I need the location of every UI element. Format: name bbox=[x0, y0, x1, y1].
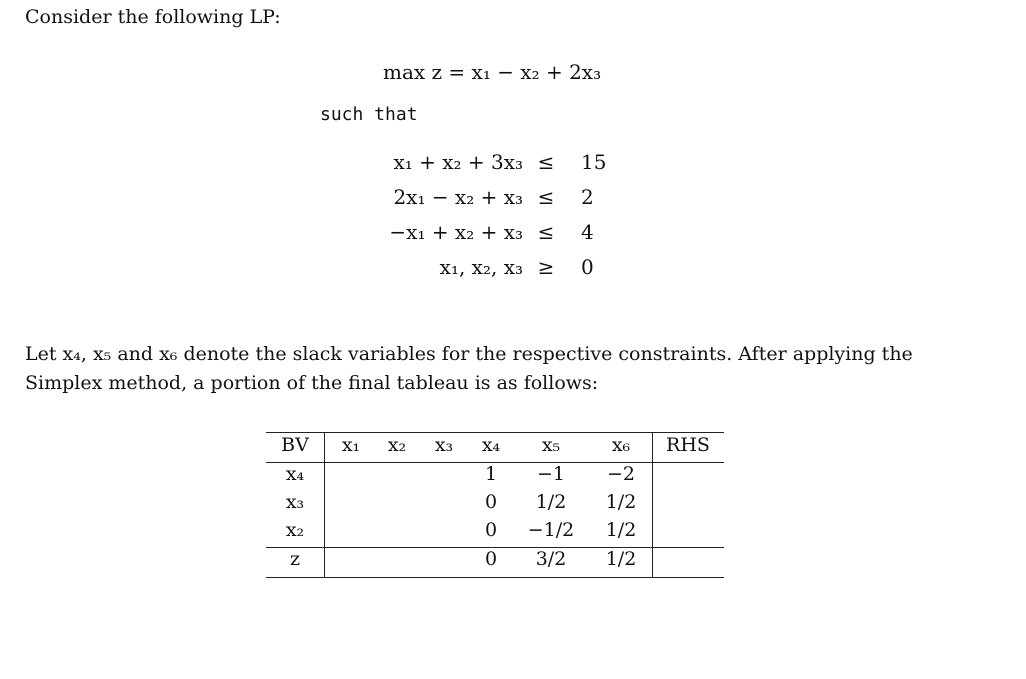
tableau-cell: 1/2 bbox=[605, 491, 637, 513]
tableau-header-cell: x₅ bbox=[541, 434, 561, 456]
tableau-cell: −1/2 bbox=[527, 519, 575, 541]
tableau-rule-top bbox=[266, 432, 724, 433]
constraint-relation: ≤ bbox=[537, 185, 555, 209]
such-that-label: such that bbox=[320, 104, 418, 125]
tableau-cell: 0 bbox=[484, 519, 498, 541]
constraint-rhs: 2 bbox=[581, 185, 594, 209]
tableau-header-cell: x₃ bbox=[434, 434, 454, 456]
tableau-cell: 1/2 bbox=[605, 548, 637, 570]
constraint-lhs: x₁ + x₂ + 3x₃ bbox=[393, 150, 523, 174]
paragraph-line-1: Let x₄, x₅ and x₆ denote the slack variables for the respective constraints. After applying the bbox=[25, 343, 913, 365]
tableau-cell: −2 bbox=[606, 463, 635, 485]
tableau-header-cell: x₄ bbox=[481, 434, 501, 456]
tableau-cell: 1/2 bbox=[605, 519, 637, 541]
final-tableau bbox=[266, 432, 724, 578]
tableau-header-cell: BV bbox=[281, 434, 309, 456]
tableau-basic-variable: x₂ bbox=[285, 519, 305, 541]
tableau-cell: −1 bbox=[536, 463, 565, 485]
constraint-relation: ≥ bbox=[537, 255, 555, 279]
constraint-relation: ≤ bbox=[537, 150, 555, 174]
constraint-lhs: x₁, x₂, x₃ bbox=[439, 255, 523, 279]
tableau-rule-bottom bbox=[266, 577, 724, 578]
constraint-row bbox=[383, 220, 633, 254]
constraint-block bbox=[383, 150, 633, 290]
objective-function: max z = x₁ − x₂ + 2x₃ bbox=[383, 60, 602, 84]
constraint-lhs: −x₁ + x₂ + x₃ bbox=[389, 220, 523, 244]
tableau-cell: 1/2 bbox=[535, 491, 567, 513]
constraint-lhs: 2x₁ − x₂ + x₃ bbox=[393, 185, 523, 209]
constraint-rhs: 0 bbox=[581, 255, 594, 279]
tableau-cell: 0 bbox=[484, 491, 498, 513]
tableau-cell: 0 bbox=[484, 548, 498, 570]
tableau-cell: 1 bbox=[484, 463, 498, 485]
tableau-cell: 3/2 bbox=[535, 548, 567, 570]
constraint-relation: ≤ bbox=[537, 220, 555, 244]
tableau-basic-variable: x₃ bbox=[285, 491, 305, 513]
tableau-header-cell: x₂ bbox=[387, 434, 407, 456]
constraint-row bbox=[383, 185, 633, 219]
tableau-basic-variable: x₄ bbox=[285, 463, 305, 485]
tableau-header-cell: RHS bbox=[666, 434, 710, 456]
intro-text: Consider the following LP: bbox=[25, 6, 281, 28]
paragraph-line-2: Simplex method, a portion of the final tableau is as follows: bbox=[25, 372, 599, 394]
constraint-row bbox=[383, 150, 633, 184]
tableau-rule-rhs bbox=[652, 432, 653, 578]
constraint-rhs: 15 bbox=[581, 150, 607, 174]
tableau-basic-variable: z bbox=[289, 548, 300, 570]
constraint-rhs: 4 bbox=[581, 220, 594, 244]
constraint-row bbox=[383, 255, 633, 289]
tableau-header-cell: x₆ bbox=[611, 434, 631, 456]
tableau-header-cell: x₁ bbox=[341, 434, 361, 456]
